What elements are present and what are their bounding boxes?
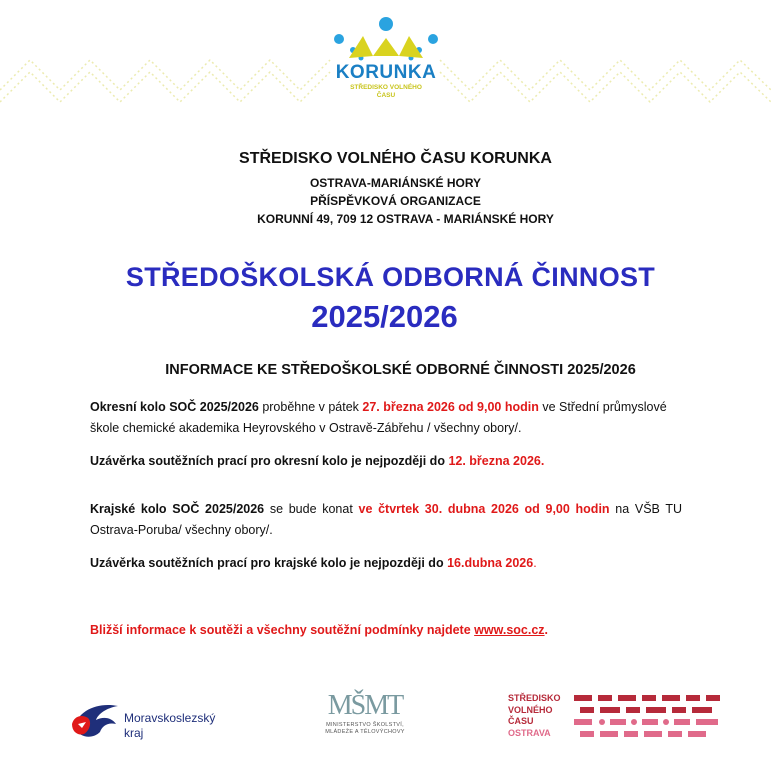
info-heading: INFORMACE KE STŘEDOŠKOLSKÉ ODBORNÉ ČINNOSTI 2025/2026 bbox=[165, 362, 636, 378]
krajske-deadline-end: . bbox=[533, 556, 537, 570]
okresni-text1: proběhne v pátek bbox=[258, 400, 363, 414]
moravskoslezsky-emblem-icon bbox=[68, 698, 124, 742]
organization-name: STŘEDISKO VOLNÉHO ČASU KORUNKA bbox=[239, 150, 552, 167]
more-info-end: . bbox=[544, 623, 549, 637]
logo-name: KORUNKA bbox=[335, 62, 437, 83]
msmt-monogram: MŠMT bbox=[327, 690, 403, 721]
moravskoslezsky-kraj-logo bbox=[68, 698, 238, 742]
okresni-kolo-paragraph bbox=[90, 397, 682, 439]
okresni-deadline-text: Uzávěrka soutěžních prací pro okresní kolo je nejpozději do bbox=[90, 454, 449, 468]
svc-line4: OSTRAVA bbox=[508, 727, 551, 738]
krajske-deadline-text: Uzávěrka soutěžních prací pro krajské kolo je nejpozději do bbox=[90, 556, 448, 570]
okresni-date: 27. března 2026 od 9,00 hodin bbox=[362, 400, 539, 414]
moravskoslezsky-line1: Moravskoslezský bbox=[124, 711, 216, 725]
logo-subtitle-line2: ČASU bbox=[376, 92, 396, 99]
svc-pattern-icon bbox=[574, 693, 724, 741]
okresni-deadline-date: 12. března 2026. bbox=[448, 454, 545, 468]
logo-subtitle-line1: STŘEDISKO VOLNÉHO bbox=[350, 84, 422, 91]
svc-line1: STŘEDISKO bbox=[508, 693, 561, 703]
okresni-deadline-paragraph bbox=[90, 451, 682, 472]
krajske-text2: na VŠB TU Ostrava-Poruba/ všechny obory/. bbox=[90, 502, 682, 537]
title-year: 2025/2026 bbox=[311, 299, 458, 334]
organization-header bbox=[0, 150, 771, 228]
more-info-paragraph bbox=[90, 620, 682, 641]
crown-icon bbox=[331, 16, 441, 66]
korunka-logo bbox=[326, 16, 446, 112]
krajske-label: Krajské kolo SOČ 2025/2026 bbox=[90, 502, 265, 516]
krajske-deadline-paragraph bbox=[90, 553, 682, 574]
soc-website-link[interactable]: www.soc.cz bbox=[474, 623, 545, 637]
krajske-text1: se bude konat bbox=[264, 502, 359, 516]
okresni-label: Okresní kolo SOČ 2025/2026 bbox=[90, 400, 259, 414]
msmt-logo bbox=[305, 690, 425, 750]
okresni-text2: ve Střední průmyslové škole chemické akademika Heyrovského v Ostravě-Zábřehu / všechny obory/. bbox=[90, 400, 667, 435]
organization-line2: PŘÍSPĚVKOVÁ ORGANIZACE bbox=[310, 194, 481, 208]
msmt-line2: MLÁDEŽE A TĚLOVÝCHOVY bbox=[325, 729, 405, 735]
krajske-deadline-date: 16.dubna 2026 bbox=[447, 556, 534, 570]
organization-address: KORUNNÍ 49, 709 12 OSTRAVA - MARIÁNSKÉ HORY bbox=[257, 212, 554, 226]
krajske-kolo-paragraph bbox=[90, 499, 682, 541]
document-title bbox=[0, 262, 771, 335]
svc-line3: ČASU bbox=[508, 716, 534, 726]
organization-line1: OSTRAVA-MARIÁNSKÉ HORY bbox=[309, 176, 482, 190]
moravskoslezsky-line2: kraj bbox=[124, 726, 144, 740]
msmt-line1: MINISTERSTVO ŠKOLSTVÍ, bbox=[326, 722, 404, 728]
svc-ostrava-logo bbox=[508, 693, 728, 743]
svc-line2: VOLNÉHO bbox=[508, 704, 553, 715]
title-main: STŘEDOŠKOLSKÁ ODBORNÁ ČINNOST bbox=[125, 262, 656, 292]
krajske-date: ve čtvrtek 30. dubna 2026 od 9,00 hodin bbox=[358, 502, 610, 516]
more-info-text: Bližší informace k soutěži a všechny soutěžní podmínky najdete bbox=[90, 623, 475, 637]
